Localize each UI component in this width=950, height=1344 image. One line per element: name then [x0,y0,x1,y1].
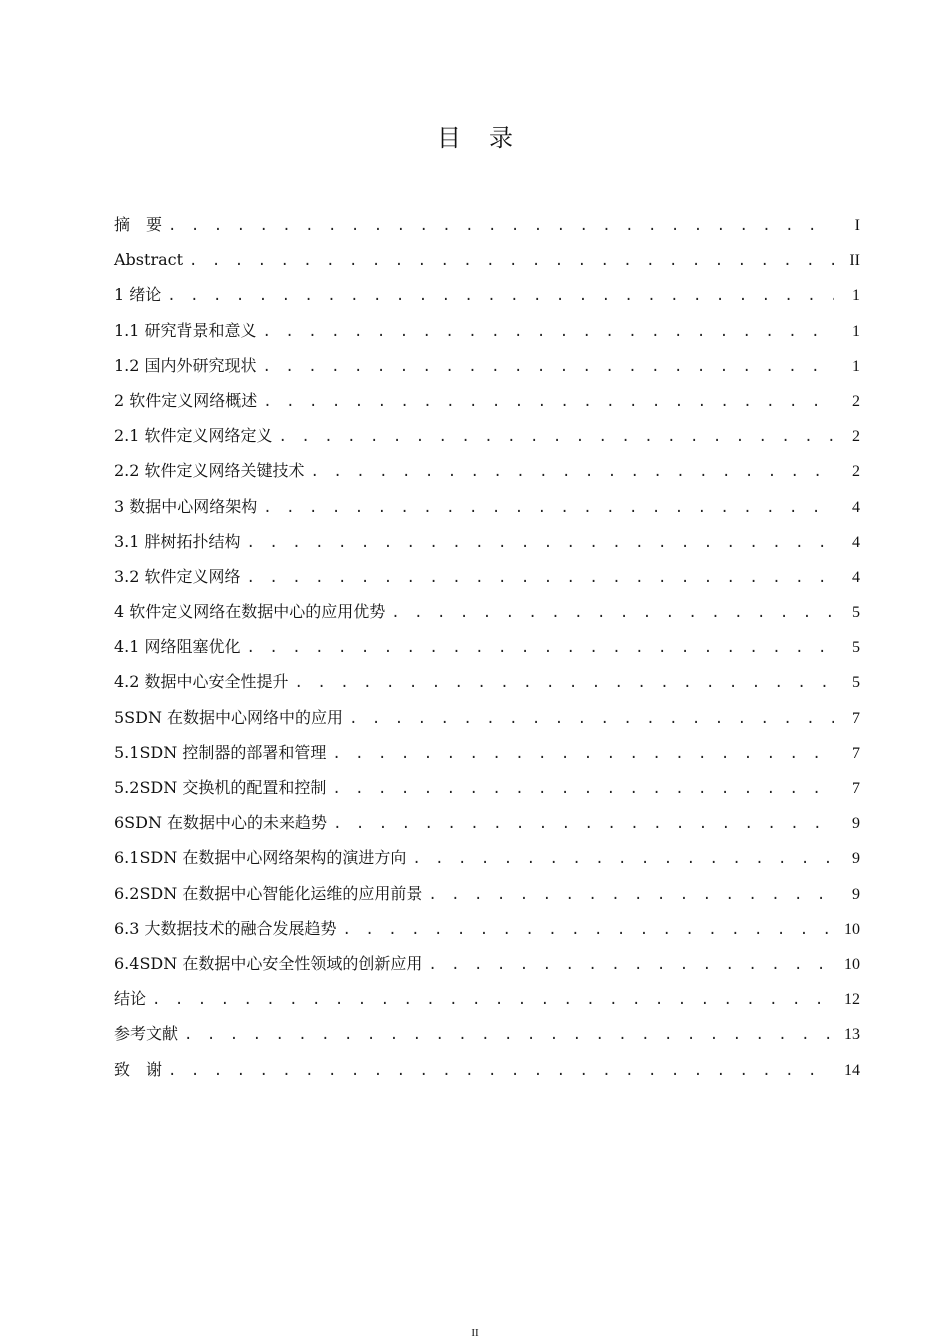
toc-entry-page: 2 [852,392,860,410]
toc-dot-leader [247,631,834,666]
toc-dot-leader [247,561,834,596]
page-title: 目录 [437,124,541,152]
toc-entry-page: 7 [852,744,860,762]
toc-entry-2-1[interactable] [114,418,860,453]
toc-entry-label: 5SDN 在数据中心网络中的应用 [114,707,344,727]
toc-entry-abstract-en[interactable] [114,242,860,277]
toc-dot-leader [412,842,834,877]
toc-entry-label: 2 软件定义网络概述 [114,390,258,410]
toc-dot-leader [189,244,834,279]
toc-dot-leader [428,948,834,983]
toc-dot-leader [168,209,834,244]
toc-entry-label: 6SDN 在数据中心的未来趋势 [114,813,328,833]
toc-dot-leader [428,878,834,913]
toc-entry-page: 9 [852,850,860,868]
toc-entry-label: 结论 [114,989,147,1009]
toc-entry-3[interactable] [114,489,860,524]
toc-entry-page: 10 [844,920,860,938]
toc-entry-4[interactable] [114,594,860,629]
toc-entry-label: 4.2 数据中心安全性提升 [114,672,289,692]
toc-entry-label: 摘 要 [114,215,163,234]
toc-entry-acknowledgements[interactable] [114,1052,860,1087]
toc-dot-leader [152,983,834,1018]
toc-entry-6-2[interactable] [114,876,860,911]
toc-entry-label: 1.1 研究背景和意义 [114,320,257,340]
toc-entry-label: 4 软件定义网络在数据中心的应用优势 [114,602,386,622]
toc-entry-5-2[interactable] [114,770,860,805]
toc-dot-leader [343,913,834,948]
toc-entry-3-2[interactable] [114,559,860,594]
toc-entry-label: 2.1 软件定义网络定义 [114,426,273,446]
toc-entry-label: 2.2 软件定义网络关键技术 [114,461,305,481]
table-of-contents [114,207,860,1087]
toc-entry-6-3[interactable] [114,911,860,946]
toc-dot-leader [391,596,834,631]
toc-dot-leader [332,772,834,807]
toc-entry-label: 3.2 软件定义网络 [114,566,241,586]
toc-entry-6-1[interactable] [114,840,860,875]
toc-entry-page: 1 [852,357,860,375]
toc-entry-page: 1 [852,322,860,340]
toc-entry-page: 9 [852,885,860,903]
toc-entry-page: 2 [852,428,860,446]
toc-dot-leader [168,1054,834,1089]
toc-entry-page: 4 [852,568,860,586]
toc-entry-page: 5 [852,604,860,622]
toc-entry-2[interactable] [114,383,860,418]
toc-entry-1-1[interactable] [114,313,860,348]
toc-entry-label: 6.4SDN 在数据中心安全性领域的创新应用 [114,953,423,973]
toc-entry-5-1[interactable] [114,735,860,770]
toc-dot-leader [263,385,834,420]
toc-dot-leader [247,526,834,561]
toc-entry-page: 7 [852,709,860,727]
toc-entry-page: 10 [844,955,860,973]
toc-entry-references[interactable] [114,1016,860,1051]
toc-dot-leader [167,279,834,314]
toc-entry-page: 7 [852,780,860,797]
toc-dot-leader [333,807,834,842]
toc-entry-label: 1 绪论 [114,285,162,305]
toc-entry-page: 2 [852,463,860,481]
toc-entry-label: 3.1 胖树拓扑结构 [114,531,241,551]
page-number-footer: II [471,1327,479,1339]
toc-entry-page: 5 [852,639,860,657]
toc-entry-label: 4.1 网络阻塞优化 [114,637,241,657]
toc-entry-5[interactable] [114,700,860,735]
toc-entry-label: 致 谢 [114,1059,163,1079]
toc-entry-label: 6.3 大数据技术的融合发展趋势 [114,918,337,938]
toc-entry-4-2[interactable] [114,664,860,699]
toc-entry-label: 6.1SDN 在数据中心网络架构的演进方向 [114,848,407,868]
toc-entry-page: I [854,217,860,234]
toc-entry-label: 参考文献 [114,1024,179,1044]
toc-dot-leader [311,455,834,490]
toc-entry-1-2[interactable] [114,348,860,383]
toc-entry-label: 5.1SDN 控制器的部署和管理 [114,742,327,762]
toc-entry-label: 6.2SDN 在数据中心智能化运维的应用前景 [114,883,423,903]
toc-entry-label: 3 数据中心网络架构 [114,496,258,516]
toc-dot-leader [263,491,834,526]
toc-entry-label: 5.2SDN 交换机的配置和控制 [114,778,327,797]
toc-entry-1[interactable] [114,277,860,312]
toc-entry-page: 5 [852,674,860,692]
toc-entry-page: 1 [852,287,860,305]
toc-entry-page: 12 [844,991,860,1009]
toc-entry-page: 9 [852,815,860,833]
toc-entry-4-1[interactable] [114,629,860,664]
toc-entry-page: 14 [844,1061,860,1079]
toc-entry-label: 1.2 国内外研究现状 [114,355,257,375]
toc-entry-6-4[interactable] [114,946,860,981]
toc-entry-2-2[interactable] [114,453,860,488]
toc-entry-3-1[interactable] [114,524,860,559]
toc-dot-leader [184,1018,834,1053]
toc-entry-page: II [849,252,860,270]
toc-dot-leader [263,350,834,385]
toc-entry-page: 4 [852,498,860,516]
toc-entry-page: 4 [852,533,860,551]
toc-entry-6[interactable] [114,805,860,840]
toc-entry-label: Abstract [114,250,184,270]
toc-entry-conclusion[interactable] [114,981,860,1016]
toc-entry-page: 13 [844,1026,860,1044]
toc-dot-leader [279,420,834,455]
toc-dot-leader [332,737,834,772]
toc-entry-abstract-cn[interactable] [114,207,860,242]
toc-dot-leader [349,702,834,737]
toc-dot-leader [295,666,834,701]
toc-dot-leader [263,315,834,350]
